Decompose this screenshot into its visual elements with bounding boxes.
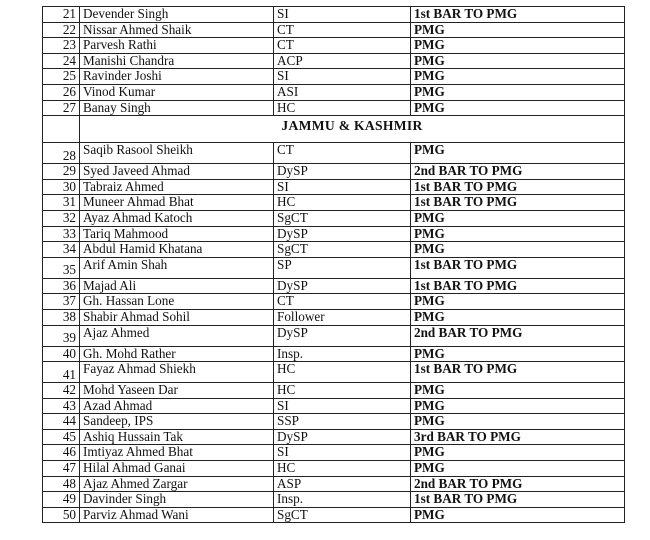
serial-number-cell: 25 — [43, 69, 80, 85]
table-row — [43, 210, 625, 226]
rank-cell: HC — [274, 383, 411, 399]
name-cell: Gh. Hassan Lone — [80, 294, 274, 310]
name-cell: Muneer Ahmad Bhat — [80, 195, 274, 211]
name-cell: Nissar Ahmed Shaik — [80, 22, 274, 38]
serial-number-cell: 28 — [43, 143, 80, 164]
rank-cell: SP — [274, 257, 411, 278]
name-cell: Imtiyaz Ahmed Bhat — [80, 445, 274, 461]
rank-cell: SgCT — [274, 507, 411, 523]
rank-cell: HC — [274, 461, 411, 477]
rank-cell: ASI — [274, 84, 411, 100]
name-cell: Tariq Mahmood — [80, 226, 274, 242]
rank-cell: DySP — [274, 226, 411, 242]
table-row — [43, 507, 625, 523]
table-row — [43, 7, 625, 23]
table-row — [43, 429, 625, 445]
rank-cell: ASP — [274, 476, 411, 492]
rank-cell: ACP — [274, 53, 411, 69]
award-cell: PMG — [411, 53, 625, 69]
award-cell: PMG — [411, 294, 625, 310]
serial-number-cell: 45 — [43, 429, 80, 445]
award-cell: 1st BAR TO PMG — [411, 278, 625, 294]
table-row — [43, 476, 625, 492]
award-cell: 3rd BAR TO PMG — [411, 429, 625, 445]
serial-number-cell: 29 — [43, 164, 80, 180]
serial-number-cell: 21 — [43, 7, 80, 23]
award-cell: PMG — [411, 346, 625, 362]
serial-number-cell: 27 — [43, 100, 80, 116]
rank-cell: CT — [274, 143, 411, 164]
table-row — [43, 226, 625, 242]
table-row — [43, 69, 625, 85]
serial-number-cell: 37 — [43, 294, 80, 310]
rank-cell: SI — [274, 69, 411, 85]
award-cell: 1st BAR TO PMG — [411, 362, 625, 383]
table-row — [43, 383, 625, 399]
name-cell: Saqib Rasool Sheikh — [80, 143, 274, 164]
serial-number-cell: 50 — [43, 507, 80, 523]
table-row — [43, 414, 625, 430]
rank-cell: SI — [274, 7, 411, 23]
name-cell: Parvesh Rathi — [80, 38, 274, 54]
table-row — [43, 179, 625, 195]
rank-cell: Insp. — [274, 492, 411, 508]
serial-number-cell: 43 — [43, 398, 80, 414]
table-row — [43, 164, 625, 180]
name-cell: Abdul Hamid Khatana — [80, 242, 274, 258]
name-cell: Ajaz Ahmed — [80, 325, 274, 346]
serial-number-cell: 36 — [43, 278, 80, 294]
award-cell: PMG — [411, 398, 625, 414]
award-cell: 1st BAR TO PMG — [411, 492, 625, 508]
name-cell: Manishi Chandra — [80, 53, 274, 69]
table-row — [43, 461, 625, 477]
section-heading: JAMMU & KASHMIR — [80, 116, 625, 143]
name-cell: Azad Ahmad — [80, 398, 274, 414]
serial-number-cell: 33 — [43, 226, 80, 242]
name-cell: Ravinder Joshi — [80, 69, 274, 85]
rank-cell: SI — [274, 398, 411, 414]
award-cell: PMG — [411, 143, 625, 164]
table-row — [43, 53, 625, 69]
rank-cell: DySP — [274, 325, 411, 346]
award-cell: 1st BAR TO PMG — [411, 7, 625, 23]
award-cell: 2nd BAR TO PMG — [411, 325, 625, 346]
serial-number-cell: 39 — [43, 325, 80, 346]
table-row — [43, 398, 625, 414]
name-cell: Devender Singh — [80, 7, 274, 23]
name-cell: Arif Amin Shah — [80, 257, 274, 278]
serial-number-cell: 24 — [43, 53, 80, 69]
table-row — [43, 242, 625, 258]
table-row — [43, 22, 625, 38]
award-cell: PMG — [411, 461, 625, 477]
award-cell: PMG — [411, 69, 625, 85]
award-cell: PMG — [411, 226, 625, 242]
rank-cell: HC — [274, 100, 411, 116]
table-row — [43, 294, 625, 310]
serial-number-cell: 38 — [43, 309, 80, 325]
award-cell: PMG — [411, 383, 625, 399]
name-cell: Banay Singh — [80, 100, 274, 116]
rank-cell: SgCT — [274, 242, 411, 258]
award-cell: 2nd BAR TO PMG — [411, 164, 625, 180]
serial-number-cell: 35 — [43, 257, 80, 278]
rank-cell: DySP — [274, 278, 411, 294]
serial-number-cell: 41 — [43, 362, 80, 383]
name-cell: Hilal Ahmad Ganai — [80, 461, 274, 477]
award-cell: PMG — [411, 414, 625, 430]
award-table — [42, 6, 625, 523]
award-cell: 1st BAR TO PMG — [411, 179, 625, 195]
section-heading-row — [43, 116, 625, 143]
serial-number-cell: 44 — [43, 414, 80, 430]
award-cell: 1st BAR TO PMG — [411, 257, 625, 278]
name-cell: Ayaz Ahmad Katoch — [80, 210, 274, 226]
award-cell: PMG — [411, 242, 625, 258]
award-table-section — [43, 116, 625, 143]
table-row — [43, 325, 625, 346]
table-row — [43, 278, 625, 294]
name-cell: Syed Javeed Ahmad — [80, 164, 274, 180]
serial-number-cell: 30 — [43, 179, 80, 195]
table-row — [43, 38, 625, 54]
award-table-body-bottom — [43, 143, 625, 523]
serial-number-cell: 23 — [43, 38, 80, 54]
table-row — [43, 84, 625, 100]
rank-cell: CT — [274, 38, 411, 54]
serial-number-cell: 31 — [43, 195, 80, 211]
name-cell: Majad Ali — [80, 278, 274, 294]
name-cell: Mohd Yaseen Dar — [80, 383, 274, 399]
table-row — [43, 346, 625, 362]
award-cell: PMG — [411, 22, 625, 38]
rank-cell: SI — [274, 179, 411, 195]
rank-cell: HC — [274, 362, 411, 383]
rank-cell: HC — [274, 195, 411, 211]
award-cell: PMG — [411, 38, 625, 54]
rank-cell: SSP — [274, 414, 411, 430]
name-cell: Shabir Ahmad Sohil — [80, 309, 274, 325]
award-cell: PMG — [411, 309, 625, 325]
name-cell: Gh. Mohd Rather — [80, 346, 274, 362]
award-cell: PMG — [411, 210, 625, 226]
serial-number-cell: 22 — [43, 22, 80, 38]
table-row — [43, 362, 625, 383]
serial-number-cell: 26 — [43, 84, 80, 100]
serial-number-cell: 42 — [43, 383, 80, 399]
award-cell: PMG — [411, 100, 625, 116]
rank-cell: Insp. — [274, 346, 411, 362]
serial-number-cell: 46 — [43, 445, 80, 461]
serial-number-cell: 32 — [43, 210, 80, 226]
name-cell: Parviz Ahmad Wani — [80, 507, 274, 523]
name-cell: Sandeep, IPS — [80, 414, 274, 430]
rank-cell: Follower — [274, 309, 411, 325]
rank-cell: SI — [274, 445, 411, 461]
table-row — [43, 195, 625, 211]
award-table-body-top — [43, 7, 625, 116]
table-row — [43, 445, 625, 461]
table-row — [43, 100, 625, 116]
rank-cell: SgCT — [274, 210, 411, 226]
name-cell: Ajaz Ahmed Zargar — [80, 476, 274, 492]
rank-cell: CT — [274, 294, 411, 310]
table-row — [43, 309, 625, 325]
rank-cell: DySP — [274, 429, 411, 445]
serial-number-cell: 40 — [43, 346, 80, 362]
serial-number-cell: 49 — [43, 492, 80, 508]
table-row — [43, 492, 625, 508]
award-cell: 1st BAR TO PMG — [411, 195, 625, 211]
rank-cell: CT — [274, 22, 411, 38]
table-row — [43, 143, 625, 164]
rank-cell: DySP — [274, 164, 411, 180]
serial-number-cell: 34 — [43, 242, 80, 258]
section-heading-blank — [43, 116, 80, 143]
name-cell: Ashiq Hussain Tak — [80, 429, 274, 445]
award-cell: PMG — [411, 445, 625, 461]
name-cell: Vinod Kumar — [80, 84, 274, 100]
award-cell: PMG — [411, 84, 625, 100]
name-cell: Fayaz Ahmad Shiekh — [80, 362, 274, 383]
table-row — [43, 257, 625, 278]
award-cell: 2nd BAR TO PMG — [411, 476, 625, 492]
award-cell: PMG — [411, 507, 625, 523]
serial-number-cell: 47 — [43, 461, 80, 477]
serial-number-cell: 48 — [43, 476, 80, 492]
name-cell: Davinder Singh — [80, 492, 274, 508]
name-cell: Tabraiz Ahmed — [80, 179, 274, 195]
